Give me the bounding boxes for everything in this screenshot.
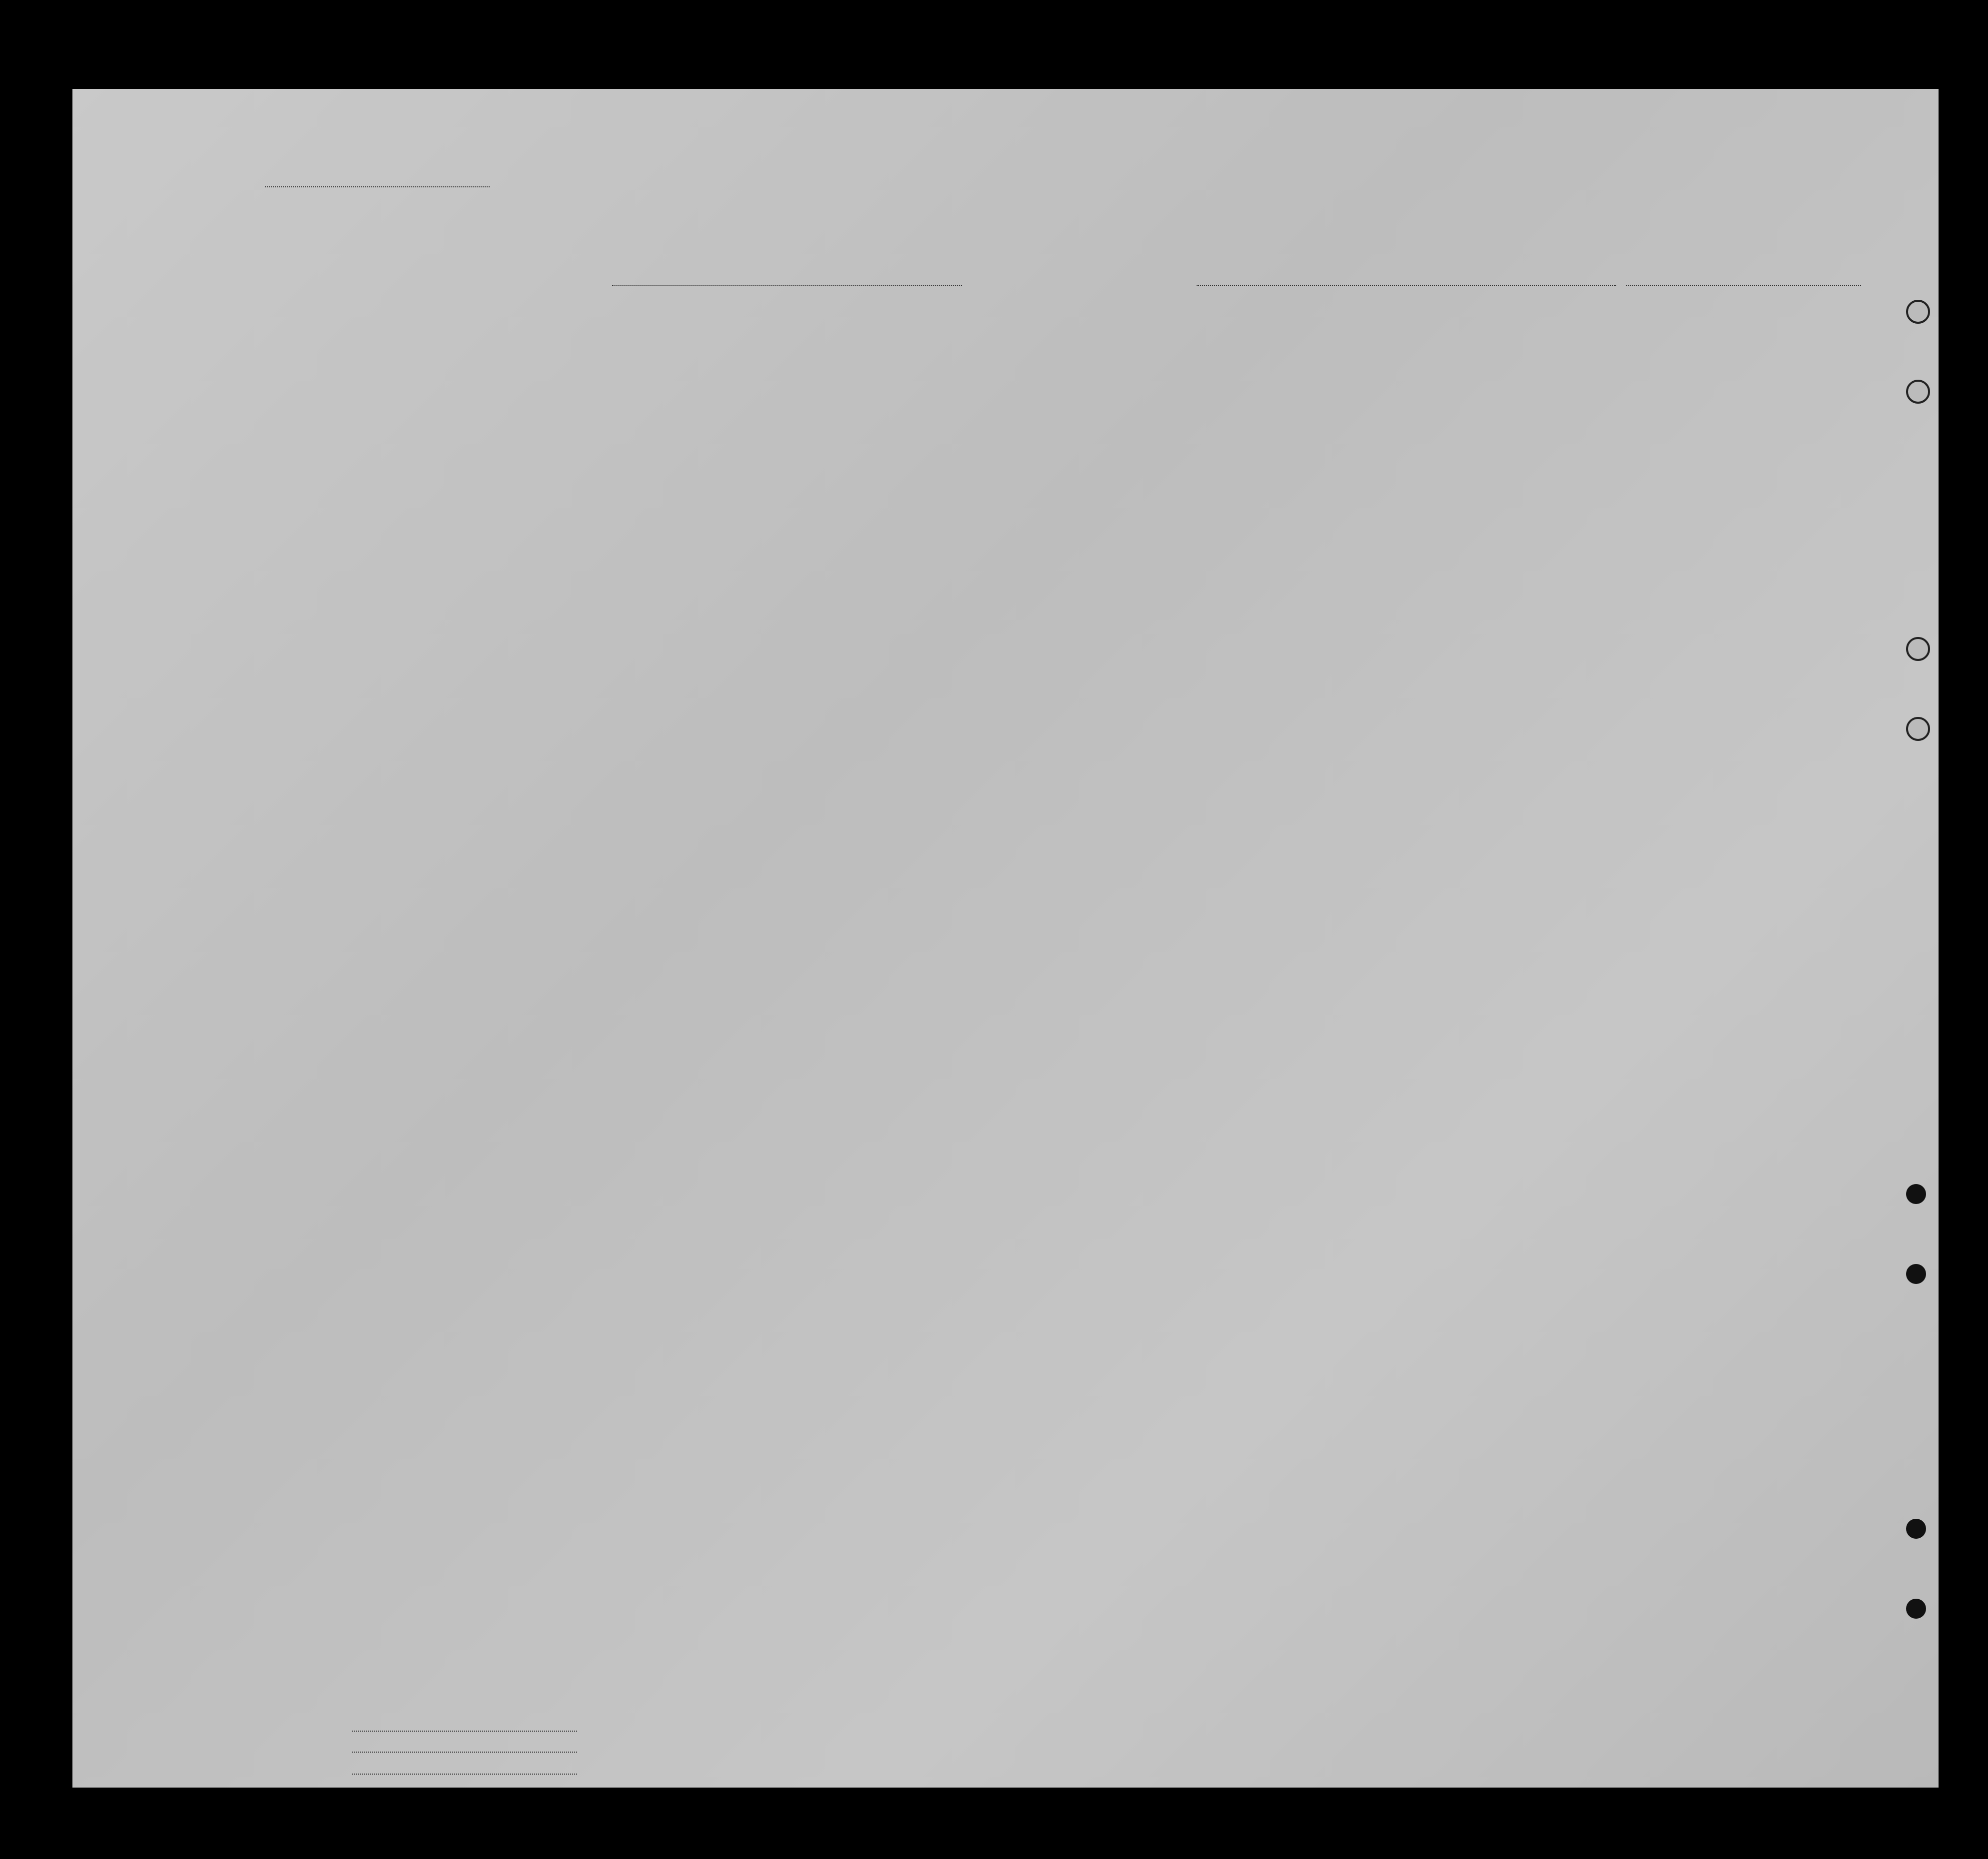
punch-hole xyxy=(1906,300,1930,324)
manifest-grid xyxy=(72,89,1939,1788)
punch-hole xyxy=(1906,637,1930,661)
footer-line-1 xyxy=(352,1731,577,1732)
punch-hole xyxy=(1906,1519,1926,1539)
punch-hole xyxy=(1906,380,1930,404)
punch-hole xyxy=(1906,1599,1926,1619)
footer-line-2 xyxy=(352,1752,577,1753)
punch-hole xyxy=(1906,717,1930,741)
punch-hole xyxy=(1906,1184,1926,1204)
manifest-sheet xyxy=(72,89,1939,1788)
punch-hole xyxy=(1906,1264,1926,1284)
footer-line-3 xyxy=(352,1774,577,1775)
